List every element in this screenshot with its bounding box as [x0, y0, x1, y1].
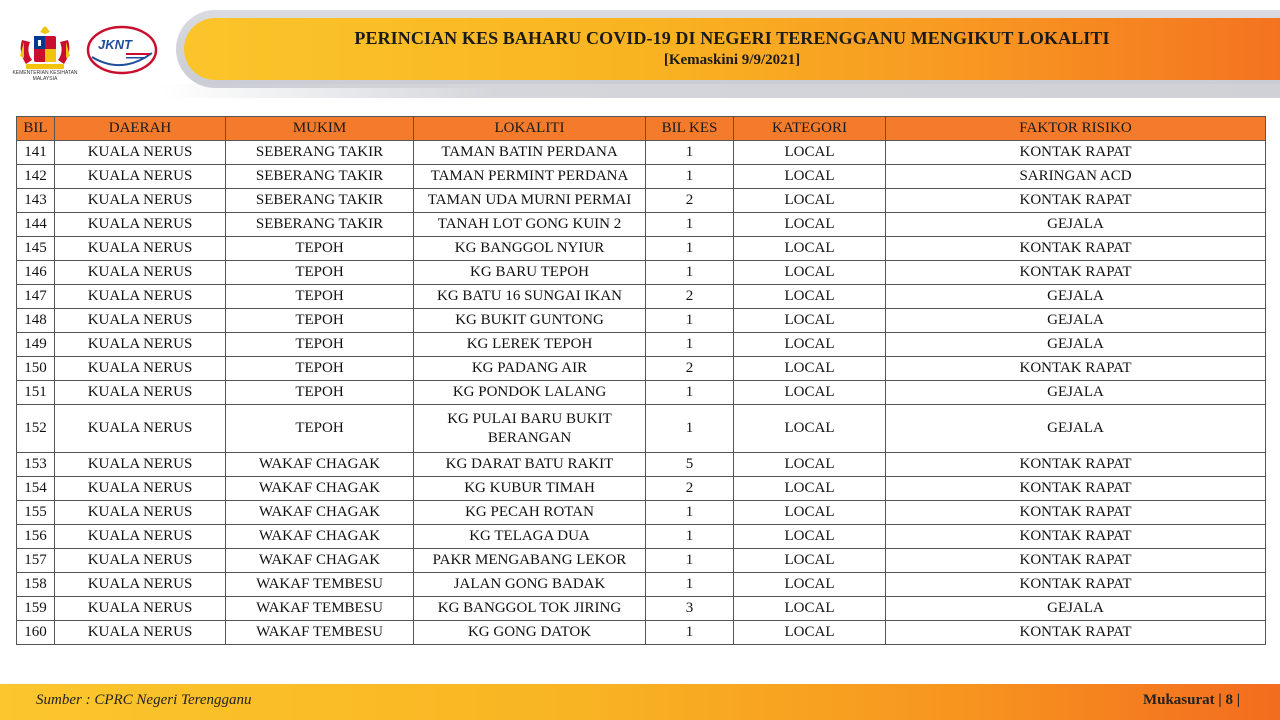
cell-kategori: LOCAL — [734, 621, 886, 645]
cell-kategori: LOCAL — [734, 381, 886, 405]
cell-lokaliti: KG PECAH ROTAN — [414, 501, 646, 525]
cell-daerah: KUALA NERUS — [55, 573, 226, 597]
cell-daerah: KUALA NERUS — [55, 261, 226, 285]
cell-bil: 154 — [17, 477, 55, 501]
cell-daerah: KUALA NERUS — [55, 333, 226, 357]
cell-lokaliti: KG BANGGOL TOK JIRING — [414, 597, 646, 621]
table-row — [17, 621, 1266, 645]
cell-faktor-risiko: KONTAK RAPAT — [886, 141, 1266, 165]
cell-bil: 153 — [17, 453, 55, 477]
table-body — [17, 141, 1266, 645]
cell-kategori: LOCAL — [734, 357, 886, 381]
table-row — [17, 333, 1266, 357]
cell-faktor-risiko: GEJALA — [886, 213, 1266, 237]
cell-mukim: WAKAF CHAGAK — [226, 549, 414, 573]
column-header-bil: BIL — [17, 117, 55, 141]
cell-kategori: LOCAL — [734, 453, 886, 477]
cell-daerah: KUALA NERUS — [55, 189, 226, 213]
cell-bil-kes: 2 — [646, 477, 734, 501]
cell-daerah: KUALA NERUS — [55, 141, 226, 165]
cell-daerah: KUALA NERUS — [55, 213, 226, 237]
column-header-daerah: DAERAH — [55, 117, 226, 141]
cell-mukim: SEBERANG TAKIR — [226, 165, 414, 189]
cell-faktor-risiko: KONTAK RAPAT — [886, 237, 1266, 261]
cell-lokaliti: KG PULAI BARU BUKIT BERANGAN — [414, 405, 646, 453]
column-header-kategori: KATEGORI — [734, 117, 886, 141]
header-swoosh — [160, 84, 1280, 98]
cell-faktor-risiko: GEJALA — [886, 333, 1266, 357]
cell-bil-kes: 1 — [646, 525, 734, 549]
cell-kategori: LOCAL — [734, 597, 886, 621]
table-row — [17, 285, 1266, 309]
cell-bil: 150 — [17, 357, 55, 381]
column-header-mukim: MUKIM — [226, 117, 414, 141]
cell-lokaliti: TANAH LOT GONG KUIN 2 — [414, 213, 646, 237]
table-row — [17, 573, 1266, 597]
table-row — [17, 501, 1266, 525]
cell-mukim: WAKAF CHAGAK — [226, 501, 414, 525]
cell-faktor-risiko: KONTAK RAPAT — [886, 261, 1266, 285]
cell-daerah: KUALA NERUS — [55, 477, 226, 501]
cell-kategori: LOCAL — [734, 405, 886, 453]
cell-bil: 158 — [17, 573, 55, 597]
cell-kategori: LOCAL — [734, 165, 886, 189]
cell-faktor-risiko: GEJALA — [886, 381, 1266, 405]
cell-bil: 145 — [17, 237, 55, 261]
cell-faktor-risiko: KONTAK RAPAT — [886, 621, 1266, 645]
table-row — [17, 261, 1266, 285]
cell-faktor-risiko: GEJALA — [886, 285, 1266, 309]
cell-mukim: TEPOH — [226, 381, 414, 405]
cell-bil-kes: 2 — [646, 285, 734, 309]
cell-faktor-risiko: KONTAK RAPAT — [886, 549, 1266, 573]
cell-bil-kes: 1 — [646, 213, 734, 237]
footer-source: Sumber : CPRC Negeri Terengganu — [36, 692, 252, 708]
cell-daerah: KUALA NERUS — [55, 621, 226, 645]
cell-mukim: SEBERANG TAKIR — [226, 213, 414, 237]
column-header-faktor-risiko: FAKTOR RISIKO — [886, 117, 1266, 141]
cell-bil-kes: 1 — [646, 333, 734, 357]
cell-daerah: KUALA NERUS — [55, 165, 226, 189]
cell-bil: 159 — [17, 597, 55, 621]
cell-lokaliti: KG BUKIT GUNTONG — [414, 309, 646, 333]
cell-mukim: TEPOH — [226, 261, 414, 285]
cell-daerah: KUALA NERUS — [55, 237, 226, 261]
cell-kategori: LOCAL — [734, 309, 886, 333]
cell-mukim: WAKAF CHAGAK — [226, 477, 414, 501]
cell-bil: 148 — [17, 309, 55, 333]
cell-faktor-risiko: KONTAK RAPAT — [886, 501, 1266, 525]
cell-bil: 155 — [17, 501, 55, 525]
cell-bil: 147 — [17, 285, 55, 309]
cell-daerah: KUALA NERUS — [55, 549, 226, 573]
cell-lokaliti: KG BATU 16 SUNGAI IKAN — [414, 285, 646, 309]
cell-bil-kes: 1 — [646, 261, 734, 285]
cell-bil-kes: 1 — [646, 165, 734, 189]
table-row — [17, 189, 1266, 213]
cell-kategori: LOCAL — [734, 573, 886, 597]
covid-locality-table — [16, 116, 1266, 645]
cell-kategori: LOCAL — [734, 477, 886, 501]
cell-mukim: WAKAF TEMBESU — [226, 597, 414, 621]
cell-bil-kes: 1 — [646, 381, 734, 405]
cell-kategori: LOCAL — [734, 237, 886, 261]
cell-kategori: LOCAL — [734, 189, 886, 213]
cell-faktor-risiko: KONTAK RAPAT — [886, 477, 1266, 501]
cell-lokaliti: TAMAN BATIN PERDANA — [414, 141, 646, 165]
cell-lokaliti: KG KUBUR TIMAH — [414, 477, 646, 501]
cell-kategori: LOCAL — [734, 501, 886, 525]
table-row — [17, 597, 1266, 621]
cell-bil-kes: 1 — [646, 309, 734, 333]
cell-faktor-risiko: KONTAK RAPAT — [886, 189, 1266, 213]
table-row — [17, 309, 1266, 333]
table-row — [17, 165, 1266, 189]
cell-mukim: WAKAF CHAGAK — [226, 453, 414, 477]
cell-mukim: WAKAF CHAGAK — [226, 525, 414, 549]
table-row — [17, 213, 1266, 237]
cell-faktor-risiko: KONTAK RAPAT — [886, 357, 1266, 381]
table-row — [17, 525, 1266, 549]
table-row — [17, 477, 1266, 501]
table-row — [17, 141, 1266, 165]
cell-daerah: KUALA NERUS — [55, 405, 226, 453]
cell-kategori: LOCAL — [734, 213, 886, 237]
cell-bil-kes: 1 — [646, 549, 734, 573]
table-row — [17, 357, 1266, 381]
cell-faktor-risiko: KONTAK RAPAT — [886, 453, 1266, 477]
cell-lokaliti: KG PADANG AIR — [414, 357, 646, 381]
cell-bil: 149 — [17, 333, 55, 357]
cell-lokaliti: KG LEREK TEPOH — [414, 333, 646, 357]
table-row — [17, 453, 1266, 477]
cell-bil-kes: 2 — [646, 189, 734, 213]
cell-kategori: LOCAL — [734, 141, 886, 165]
cell-bil: 141 — [17, 141, 55, 165]
cell-lokaliti: KG BARU TEPOH — [414, 261, 646, 285]
cell-bil: 151 — [17, 381, 55, 405]
cell-lokaliti: KG GONG DATOK — [414, 621, 646, 645]
cell-mukim: WAKAF TEMBESU — [226, 573, 414, 597]
cell-faktor-risiko: KONTAK RAPAT — [886, 573, 1266, 597]
cell-lokaliti: KG DARAT BATU RAKIT — [414, 453, 646, 477]
cell-mukim: TEPOH — [226, 357, 414, 381]
cell-mukim: TEPOH — [226, 405, 414, 453]
cell-lokaliti: JALAN GONG BADAK — [414, 573, 646, 597]
cell-faktor-risiko: KONTAK RAPAT — [886, 525, 1266, 549]
cell-kategori: LOCAL — [734, 525, 886, 549]
cell-bil: 157 — [17, 549, 55, 573]
cell-bil: 144 — [17, 213, 55, 237]
cell-lokaliti: PAKR MENGABANG LEKOR — [414, 549, 646, 573]
page-title: PERINCIAN KES BAHARU COVID-19 DI NEGERI TERENGGANU MENGIKUT LOKALITI — [354, 28, 1110, 48]
cell-mukim: SEBERANG TAKIR — [226, 141, 414, 165]
cell-bil: 156 — [17, 525, 55, 549]
cell-lokaliti: TAMAN UDA MURNI PERMAI — [414, 189, 646, 213]
cell-kategori: LOCAL — [734, 549, 886, 573]
kkm-logo-label: KEMENTERIAN KESIHATAN MALAYSIA — [12, 70, 78, 82]
cell-bil-kes: 5 — [646, 453, 734, 477]
table-row — [17, 237, 1266, 261]
cell-kategori: LOCAL — [734, 333, 886, 357]
cell-bil-kes: 1 — [646, 237, 734, 261]
cell-lokaliti: KG BANGGOL NYIUR — [414, 237, 646, 261]
cell-daerah: KUALA NERUS — [55, 597, 226, 621]
cell-bil: 142 — [17, 165, 55, 189]
page-subtitle: [Kemaskini 9/9/2021] — [663, 52, 801, 68]
cell-bil: 143 — [17, 189, 55, 213]
cell-daerah: KUALA NERUS — [55, 381, 226, 405]
cell-bil-kes: 1 — [646, 501, 734, 525]
cell-bil: 146 — [17, 261, 55, 285]
page-number: Mukasurat | 8 | — [1142, 692, 1240, 708]
cell-kategori: LOCAL — [734, 285, 886, 309]
cell-daerah: KUALA NERUS — [55, 453, 226, 477]
cell-mukim: SEBERANG TAKIR — [226, 189, 414, 213]
cell-lokaliti: KG TELAGA DUA — [414, 525, 646, 549]
cell-bil: 160 — [17, 621, 55, 645]
table-row — [17, 405, 1266, 453]
table-header-row — [17, 117, 1266, 141]
table-row — [17, 381, 1266, 405]
cell-faktor-risiko: GEJALA — [886, 597, 1266, 621]
cell-mukim: TEPOH — [226, 309, 414, 333]
cell-daerah: KUALA NERUS — [55, 309, 226, 333]
cell-bil-kes: 3 — [646, 597, 734, 621]
cell-daerah: KUALA NERUS — [55, 525, 226, 549]
cell-bil-kes: 1 — [646, 141, 734, 165]
cell-bil-kes: 2 — [646, 357, 734, 381]
cell-bil: 152 — [17, 405, 55, 453]
column-header-lokaliti: LOKALITI — [414, 117, 646, 141]
cell-mukim: TEPOH — [226, 285, 414, 309]
cell-faktor-risiko: SARINGAN ACD — [886, 165, 1266, 189]
cell-lokaliti: TAMAN PERMINT PERDANA — [414, 165, 646, 189]
cell-bil-kes: 1 — [646, 405, 734, 453]
cell-daerah: KUALA NERUS — [55, 357, 226, 381]
cell-daerah: KUALA NERUS — [55, 501, 226, 525]
cell-kategori: LOCAL — [734, 261, 886, 285]
cell-faktor-risiko: GEJALA — [886, 309, 1266, 333]
cell-faktor-risiko: GEJALA — [886, 405, 1266, 453]
cell-bil-kes: 1 — [646, 573, 734, 597]
cell-mukim: TEPOH — [226, 237, 414, 261]
cell-mukim: WAKAF TEMBESU — [226, 621, 414, 645]
table-row — [17, 549, 1266, 573]
cell-bil-kes: 1 — [646, 621, 734, 645]
jknt-logo — [86, 25, 158, 75]
cell-mukim: TEPOH — [226, 333, 414, 357]
cell-lokaliti: KG PONDOK LALANG — [414, 381, 646, 405]
column-header-bil-kes: BIL KES — [646, 117, 734, 141]
cell-daerah: KUALA NERUS — [55, 285, 226, 309]
jknt-logo-text: JKNT — [98, 37, 132, 52]
